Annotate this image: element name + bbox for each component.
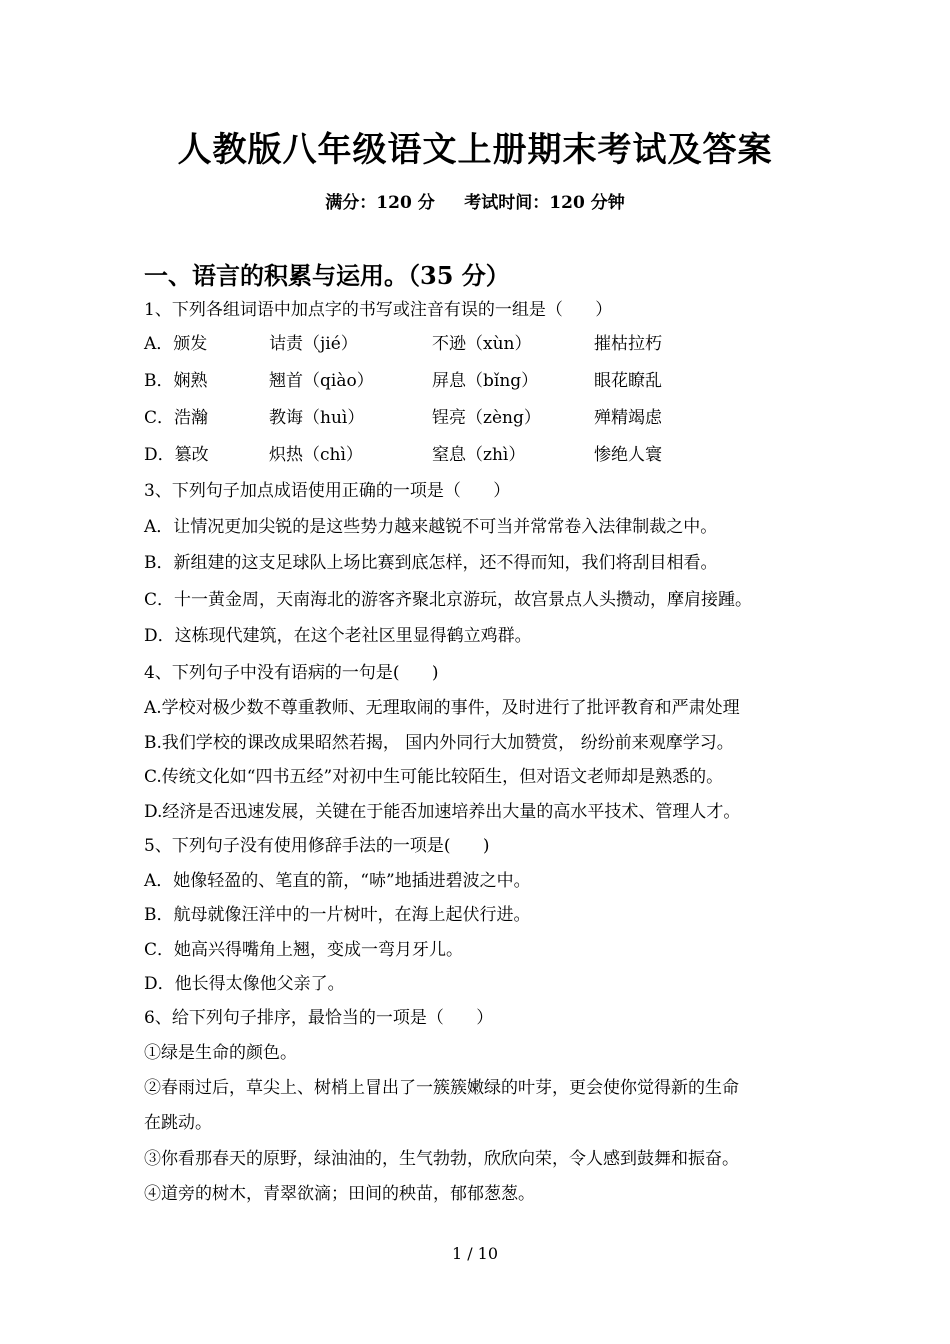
option-cell: 摧枯拉朽 — [594, 334, 662, 354]
option-cell: 教诲（huì） — [269, 408, 365, 428]
exam-info: 满分：120 分 考试时间：120 分钟 — [325, 193, 625, 213]
option-cell: 殚精竭虑 — [594, 408, 662, 428]
option-line: A.学校对极少数不尊重教师、无理取闹的事件，及时进行了批评教育和严肃处理 — [144, 698, 740, 718]
option-line: D.经济是否迅速发展，关键在于能否加速培养出大量的高水平技术、管理人才。 — [144, 802, 741, 822]
page-number: 1 / 10 — [451, 1244, 499, 1263]
question-stem: 3、下列句子加点成语使用正确的一项是（ ） — [144, 481, 511, 501]
sentence-item: ④道旁的树木，青翠欲滴；田间的秧苗，郁郁葱葱。 — [144, 1184, 535, 1204]
option-line: B．新组建的这支足球队上场比赛到底怎样，还不得而知，我们将刮目相看。 — [144, 553, 718, 573]
option-line: D．这栋现代建筑，在这个老社区里显得鹤立鸡群。 — [144, 626, 532, 646]
option-cell: 不逊（xùn） — [432, 334, 532, 354]
option-line: A．让情况更加尖锐的是这些势力越来越锐不可当并常常卷入法律制裁之中。 — [144, 517, 718, 537]
option-cell: 炽热（chì） — [269, 445, 363, 465]
sentence-item: ③你看那春天的原野，绿油油的，生气勃勃，欣欣向荣，令人感到鼓舞和振奋。 — [144, 1149, 739, 1169]
sentence-item: ①绿是生命的颜色。 — [144, 1043, 297, 1063]
section-heading: 一、语言的积累与运用。（35 分） — [144, 261, 510, 290]
option-line: D．他长得太像他父亲了。 — [144, 974, 345, 994]
page-title: 人教版八年级语文上册期末考试及答案 — [177, 130, 773, 170]
option-cell: D．篡改 — [144, 445, 209, 465]
option-cell: C．浩瀚 — [144, 408, 209, 428]
option-cell: A．颁发 — [144, 334, 208, 354]
option-line: B．航母就像汪洋中的一片树叶，在海上起伏行进。 — [144, 905, 531, 925]
question-stem: 4、下列句子中没有语病的一句是( ) — [144, 663, 439, 683]
option-line: C．她高兴得嘴角上翘，变成一弯月牙儿。 — [144, 940, 464, 960]
option-cell: 屏息（bǐng） — [432, 371, 539, 391]
question-stem: 5、下列句子没有使用修辞手法的一项是( ) — [144, 836, 490, 856]
option-line: B.我们学校的课改成果昭然若揭， 国内外同行大加赞赏， 纷纷前来观摩学习。 — [144, 733, 734, 753]
option-cell: 翘首（qiào） — [269, 371, 374, 391]
question-stem: 6、给下列句子排序，最恰当的一项是（ ） — [144, 1008, 494, 1028]
option-line: C．十一黄金周，天南海北的游客齐聚北京游玩，故宫景点人头攒动，摩肩接踵。 — [144, 590, 753, 610]
option-cell: 诘责（jié） — [269, 334, 358, 354]
sentence-item: 在跳动。 — [144, 1113, 212, 1133]
option-cell: 眼花瞭乱 — [594, 371, 662, 391]
question-stem: 1、下列各组词语中加点字的书写或注音有误的一组是（ ） — [144, 300, 613, 320]
sentence-item: ②春雨过后，草尖上、树梢上冒出了一簇簇嫩绿的叶芽，更会使你觉得新的生命 — [144, 1078, 739, 1098]
option-line: A．她像轻盈的、笔直的箭，“哧”地插进碧波之中。 — [144, 871, 531, 891]
option-line: C.传统文化如“四书五经”对初中生可能比较陌生，但对语文老师却是熟悉的。 — [144, 767, 724, 787]
option-cell: B．娴熟 — [144, 371, 208, 391]
option-cell: 锃亮（zèng） — [432, 408, 541, 428]
option-cell: 惨绝人寰 — [594, 445, 662, 465]
option-cell: 窒息（zhì） — [432, 445, 526, 465]
